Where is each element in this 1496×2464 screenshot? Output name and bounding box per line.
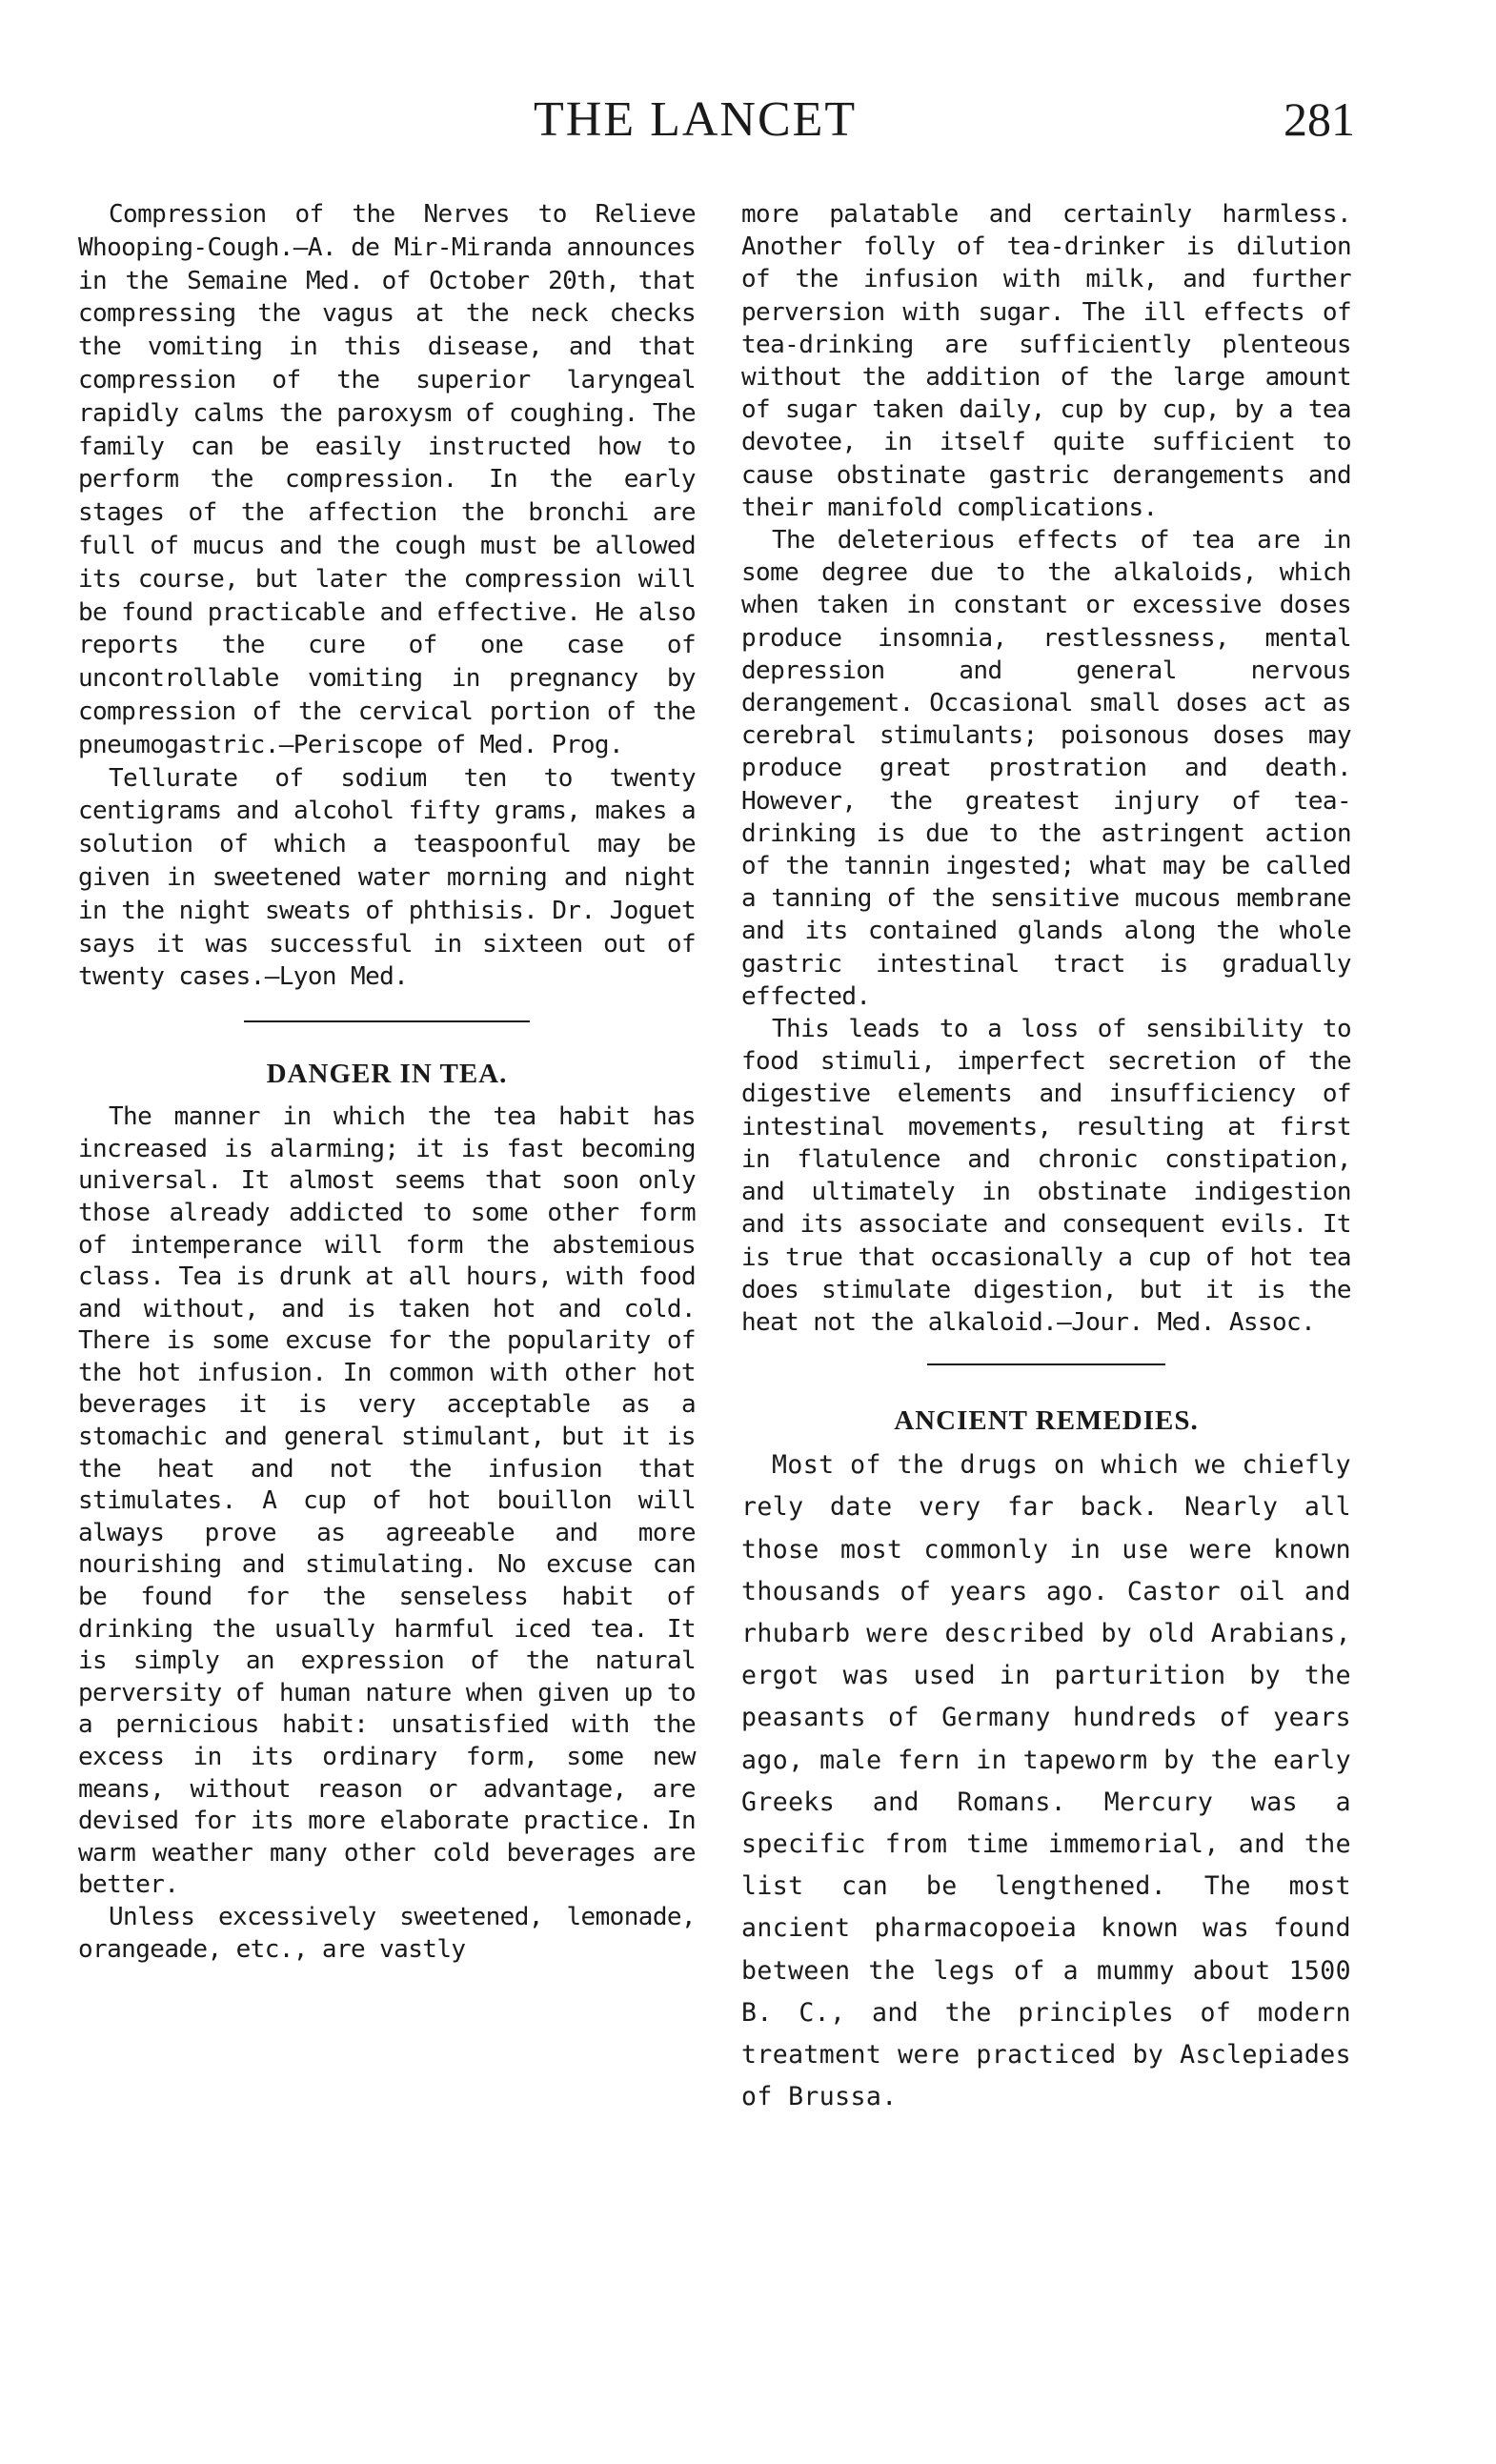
article-danger-in-tea-paragraph: Unless excessively sweetened, lemonade, orangeade, etc., are vastly [78, 1902, 696, 1964]
section-heading-danger-in-tea: DANGER IN TEA. [266, 1059, 508, 1090]
right-column [741, 198, 1351, 2118]
article-compression-of-nerves: Compression of the Nerves to Relieve Whooping-Cough.—A. de Mir-Miranda announces in the Semaine Med. of October 20th, that compressing the vagus at the neck checks the vomiting in this disease, and that compression of the superior laryngeal rapidly calms the paroxysm of coughing. The family can be easily instructed how to perform the compression. In the early stages of the affection the bronchi are full of mucus and the cough must be allowed its course, but later the compression will be found practicable and effective. He also reports the cure of one case of uncontrollable vomiting in pregnancy by compression of the cervical portion of the pneumogastric.—Periscope of Med. Prog. [78, 200, 696, 759]
article-tellurate-of-sodium: Tellurate of sodium ten to twenty centigrams and alcohol fifty grams, makes a solution of which a teaspoonful may be given in sweetened water morning and night in the night sweats of phthisis. Dr. Joguet says it was successful in sixteen out of twenty cases.—Lyon Med. [78, 763, 696, 992]
page-header [0, 91, 1496, 158]
page-number: 281 [1284, 92, 1355, 146]
article-danger-in-tea-continued: more palatable and certainly harmless. Another folly of tea-drinker is dilution of the infusion with milk, and further perversion with sugar. The ill effects of tea-drinking are sufficiently plenteous without the addition of the large amount of sugar taken daily, cup by cup, by a tea devotee, in itself quite sufficient to cause obstinate gastric derangements and their manifold complications. [741, 200, 1351, 522]
section-divider [927, 1363, 1165, 1365]
article-danger-in-tea-paragraph: The manner in which the tea habit has increased is alarming; it is fast becoming universal. It almost seems that soon only those already addicted to some other form of intemperance will form the abstemious class. Tea is drunk at all hours, with food and without, and is taken hot and cold. There is some excuse for the popularity of the hot infusion. In common with other hot beverages it is very acceptable as a stomachic and general stimulant, but it is the heat and not the infusion that stimulates. A cup of hot bouillon will always prove as agreeable and more nourishing and stimulating. No excuse can be found for the senseless habit of drinking the usually harmful iced tea. It is simply an expression of the natural perversity of human nature when given up to a pernicious habit: unsatisfied with the excess in its ordinary form, some new means, without reason or advantage, are devised for its more elaborate practice. In warm weather many other cold beverages are better. [78, 1102, 696, 1900]
section-divider [244, 1020, 530, 1022]
article-danger-in-tea-paragraph: This leads to a loss of sensibility to food stimuli, imperfect secretion of the digestive elements and insufficiency of intestinal movements, resulting at first in flatulence and chronic constipation, and ultimately in obstinate indigestion and its associate and consequent evils. It is true that occasionally a cup of hot tea does stimulate digestion, but it is the heat not the alkaloid.—Jour. Med. Assoc. [741, 1015, 1351, 1337]
journal-title: THE LANCET [534, 92, 858, 147]
article-danger-in-tea-paragraph: The deleterious effects of tea are in some degree due to the alkaloids, which when taken in constant or excessive doses produce insomnia, restlessness, mental depression and general nervous derangement. Occasional small doses act as cerebral stimulants; poisonous doses may produce great prostration and death. However, the greatest injury of tea-drinking is due to the astringent action of the tannin ingested; what may be called a tanning of the sensitive mucous membrane and its contained glands along the whole gastric intestinal tract is gradually effected. [741, 526, 1351, 1011]
section-heading-ancient-remedies: ANCIENT REMEDIES. [894, 1405, 1199, 1437]
article-ancient-remedies: Most of the drugs on which we chiefly rely date very far back. Nearly all those most commonly in use were known thousands of years ago. Castor oil and rhubarb were described by old Arabians, ergot was used in parturition by the peasants of Germany hundreds of years ago, male fern in tapeworm by the early Greeks and Romans. Mercury was a specific from time immemorial, and the list can be lengthened. The most ancient pharmacopoeia known was found between the legs of a mummy about 1500 B. C., and the principles of modern treatment were practiced by Asclepiades of Brussa. [741, 1450, 1351, 2112]
left-column [78, 198, 696, 1966]
